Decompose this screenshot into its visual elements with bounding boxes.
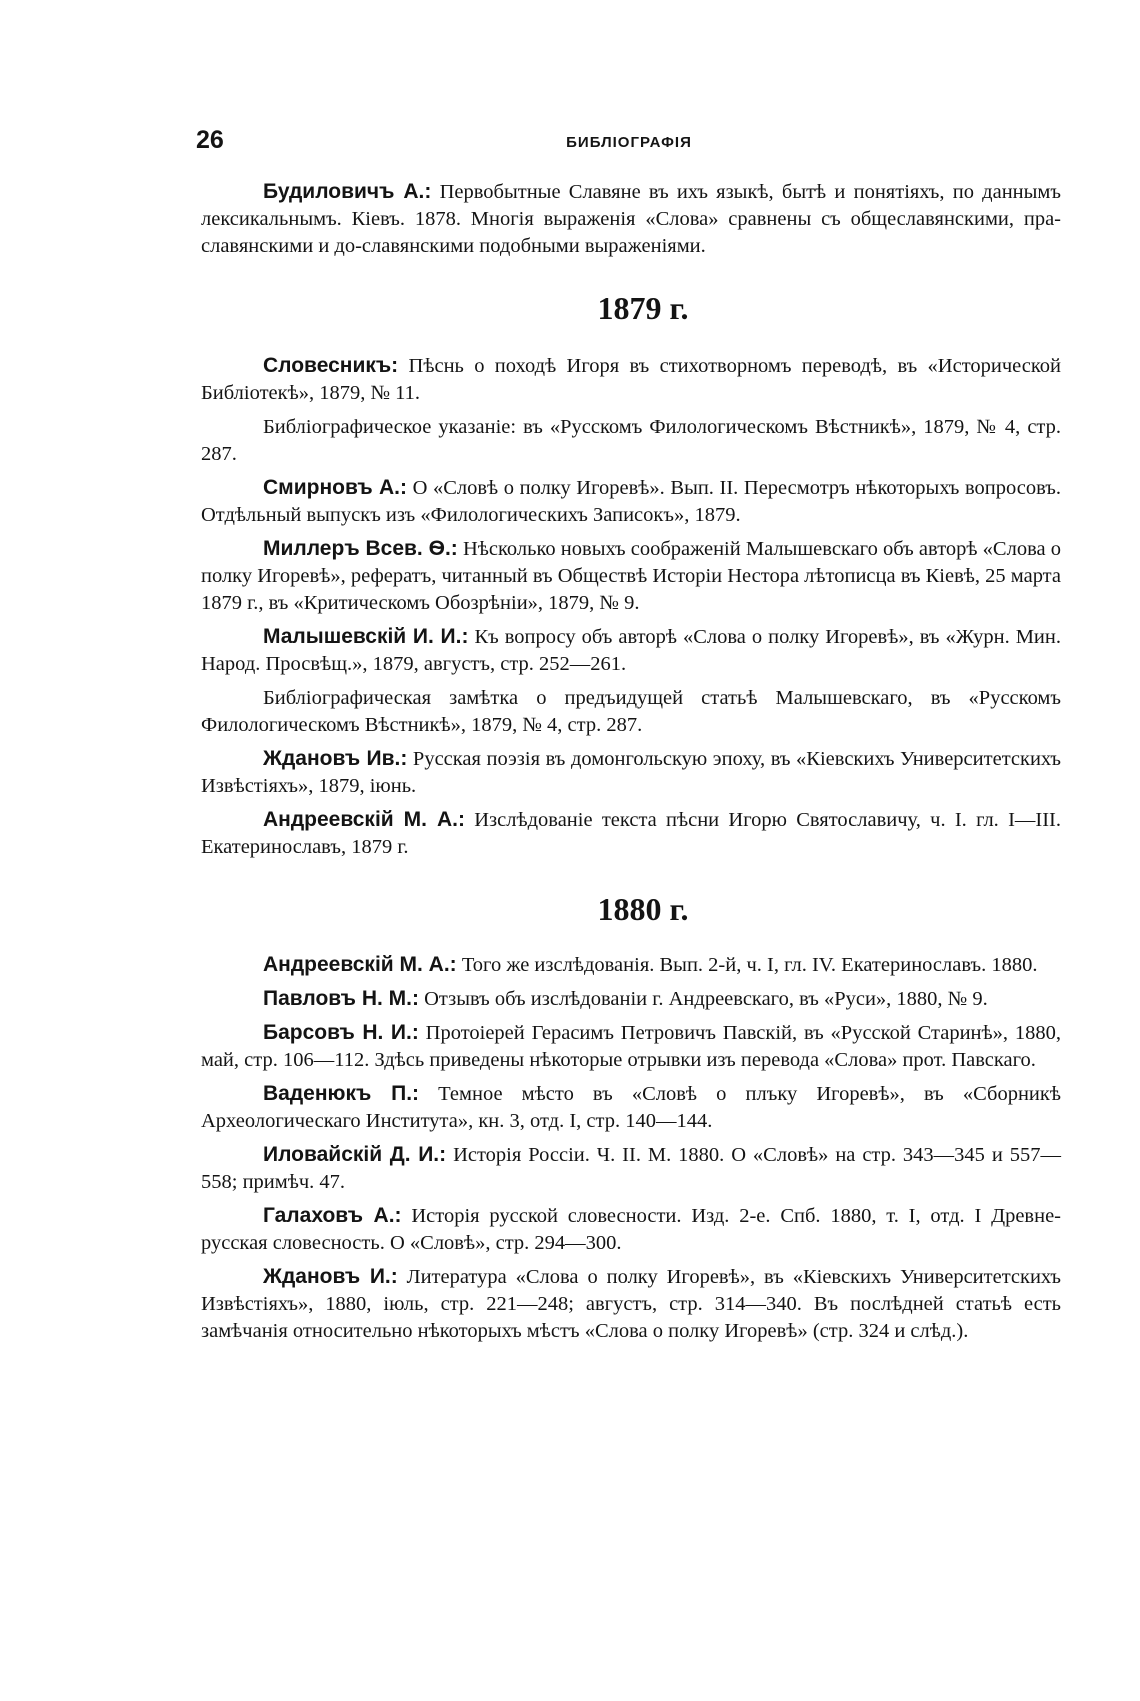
entry-text: Пѣснь о походѣ Игоря въ стихотворномъ переводѣ, въ «Исторической Библiотекѣ», 1879, № 11. bbox=[201, 355, 1062, 404]
entry-author: Будиловичъ А.: bbox=[263, 180, 432, 203]
bibliography-entry bbox=[201, 1019, 1061, 1074]
bibliography-entry bbox=[201, 951, 1061, 979]
entry-author: Словесникъ: bbox=[263, 354, 399, 377]
bibliography-entry bbox=[201, 1202, 1061, 1257]
bibliography-entry bbox=[201, 1263, 1061, 1345]
entry-author: Ваденюкъ П.: bbox=[263, 1082, 420, 1105]
entry-text: Литература «Слова о полку Игоревѣ», въ «Кiевскихъ Университетскихъ Извѣстiяхъ», 1880, iюль, стр. 221—248; августъ, стр. 314—340. Въ послѣдней статьѣ есть замѣчанiя относительно нѣкоторыхъ мѣстъ «Слова о полку Игоревѣ» (стр. 324 и слѣд.). bbox=[201, 1266, 1062, 1342]
entry-text: Темное мѣсто въ «Словѣ о плъку Игоревѣ», въ «Сборникѣ Археологическаго Института», кн. 3, отд. I, стр. 140—144. bbox=[201, 1083, 1061, 1132]
entry-text: Къ вопросу объ авторѣ «Слова о полку Игоревѣ», въ «Журн. Мин. Народ. Просвѣщ.», 1879, августъ, стр. 252—261. bbox=[201, 626, 1061, 675]
entry-text: Того же изслѣдованiя. Вып. 2-й, ч. I, гл. IV. Екатеринославъ. 1880. bbox=[461, 954, 1038, 976]
bibliography-entry bbox=[201, 1141, 1061, 1196]
bibliography-entry bbox=[201, 684, 1061, 739]
bibliography-entry bbox=[201, 745, 1061, 800]
entry-author: Ждановъ Ив.: bbox=[263, 747, 408, 770]
bibliography-entry bbox=[201, 623, 1061, 678]
entry-author: Барсовъ Н. И.: bbox=[263, 1021, 419, 1044]
entry-text: Первобытные Славяне въ ихъ языкѣ, бытѣ и понятiяхъ, по даннымъ лексикальнымъ. Кiевъ. 1878. Многiя выраженiя «Слова» сравнены съ общеславянскими, пра-славянскими и до-славянскими подобными выраженiями. bbox=[201, 181, 1061, 257]
entry-text: Нѣсколько новыхъ соображенiй Малышевскаго объ авторѣ «Слова о полку Игоревѣ», рефератъ, читанный въ Обществѣ Исторiи Нестора лѣтописца въ Кiевѣ, 25 марта 1879 г., въ «Критическомъ Обозрѣнiи», 1879, № 9. bbox=[201, 538, 1061, 614]
bibliography-entry bbox=[201, 352, 1061, 407]
bibliography-entry bbox=[201, 806, 1061, 861]
running-title: БИБЛIОГРАФIЯ bbox=[566, 134, 692, 151]
page-number: 26 bbox=[196, 126, 224, 154]
bibliography-entry bbox=[201, 1080, 1061, 1135]
bibliography-entry bbox=[201, 535, 1061, 617]
entry-author: Павловъ Н. М.: bbox=[263, 987, 419, 1010]
bibliography-entry bbox=[201, 474, 1061, 529]
bibliography-entry bbox=[201, 413, 1061, 468]
entry-text: Протоiерей Герасимъ Петровичъ Павскiй, въ «Русской Старинѣ», 1880, май, стр. 106—112. Здѣсь приведены нѣкоторые отрывки изъ перевода «Слова» прот. Павскаго. bbox=[201, 1022, 1061, 1071]
entry-text: Исторiя Россiи. Ч. II. М. 1880. О «Словѣ» на стр. 343—345 и 557—558; примѣч. 47. bbox=[201, 1144, 1062, 1193]
entry-author: Миллеръ Всев. Ѳ.: bbox=[263, 537, 458, 560]
entry-author: Малышевскiй И. И.: bbox=[263, 625, 469, 648]
entry-author: Ждановъ И.: bbox=[263, 1265, 398, 1288]
year-heading: 1880 г. bbox=[597, 891, 689, 927]
bibliography-entry bbox=[201, 985, 1061, 1013]
entry-author: Галаховъ А.: bbox=[263, 1204, 402, 1227]
entry-text: Библiографическая замѣтка о предъидущей статьѣ Малышевскаго, въ «Русскомъ Филологическомъ Вѣстникѣ», 1879, № 4, стр. 287. bbox=[201, 687, 1061, 736]
entry-text: Изслѣдованiе текста пѣсни Игорю Святославичу, ч. I. гл. I—III. Екатеринославъ, 1879 г. bbox=[201, 809, 1061, 858]
entry-text: О «Словѣ о полку Игоревѣ». Вып. II. Пересмотръ нѣкоторыхъ вопросовъ. Отдѣльный выпускъ изъ «Филологическихъ Записокъ», 1879. bbox=[201, 477, 1062, 526]
entry-text: Русская поэзiя въ домонгольскую эпоху, въ «Кiевскихъ Университетскихъ Извѣстiяхъ», 1879, iюнь. bbox=[201, 748, 1061, 797]
bibliography-list bbox=[201, 178, 1061, 1351]
entry-author: Иловайскiй Д. И.: bbox=[263, 1143, 447, 1166]
year-heading: 1879 г. bbox=[597, 290, 689, 326]
entry-author: Андреевскiй М. А.: bbox=[263, 808, 465, 831]
entry-author: Андреевскiй М. А.: bbox=[263, 953, 457, 976]
entry-text: Библiографическое указанiе: въ «Русскомъ Филологическомъ Вѣстникѣ», 1879, № 4, стр. 287. bbox=[201, 416, 1061, 465]
entry-text: Отзывъ объ изслѣдованiи г. Андреевскаго, въ «Руси», 1880, № 9. bbox=[424, 988, 988, 1010]
bibliography-entry bbox=[201, 178, 1061, 260]
page-header bbox=[196, 126, 1062, 162]
entry-author: Смирновъ А.: bbox=[263, 476, 407, 499]
entry-text: Исторiя русской словесности. Изд. 2-е. Спб. 1880, т. I, отд. I Древне-русская словесность. О «Словѣ», стр. 294—300. bbox=[201, 1205, 1062, 1254]
